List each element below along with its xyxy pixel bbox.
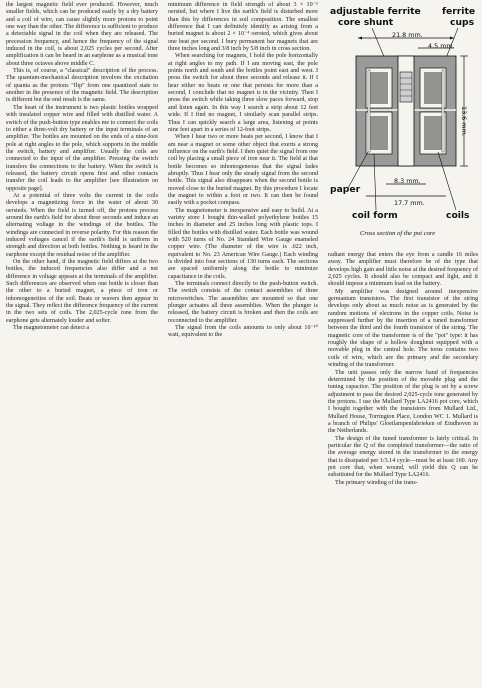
paragraph: My amplifier was designed around inexpensive germanium transistors. The first transistor of the string develops only about as much noise as is generated by the random motions of electrons in the copper coils. Noise is suppressed further by the insertion of a tuned transformer between the third and the fourth transistor of the string. The magnetic core of the transformer is of the "pot" type: it has roughly the shape of a hollow doughnut equipped with a movable plug in the central hole. The torus contains two coils of wire, which are the primary and the secondary winding of the transformer. (328, 288, 478, 369)
paragraph: the largest magnetic field ever produced. However, much smaller fields, which can be produced easily by a dry battery and a coil of wire, can cause slightly more protons to point one way than the other. The difference is sufficient to produce a detectable signal in the coil when they are released. The precession frequency, and hence the frequency of the signal induced in the coil, is about 2,025 cycles per second. After amplification it can be heard in an earphone as a musical tone about three octaves above middle C. (6, 2, 158, 67)
label-cups: cups (450, 17, 475, 28)
paragraph: The heart of the instrument is two plastic bottles wrapped with insulated copper wire and filled with distilled water. A switch of the push-button type enables me to connect the coils to either a three-volt dry battery or the input terminals of an amplifier. The bottles are mounted on the ends of a nine-foot pole at right angles to the pole, which supports in the middle the switch, battery and amplifier. Usually the coils are connected to the input of the amplifier. Pressing the switch transfers the connections to the battery. When the switch is released, the battery circuit opens first and other contacts transfer the coil leads to the amplifier [see illustration on opposite page]. (6, 104, 158, 192)
paragraph: The unit passes only the narrow band of frequencies determined by the position of the movable plug and the tuning capacitor. The position of the plug is set by a screw adjustment to pass the desired 2,025-cycle tone generated by the protons. I use the Mullard Type LA2416 pot core, which I bought together with the transistors from Mullard Ltd., Mullard House, Torrington Place, London WC 1. Mullard is a branch of Philips' Gloeilampenfabrieken of Eindhoven in the Netherlands. (328, 369, 478, 435)
paragraph: The signal from the coils amounts to only about 10⁻¹⁰ watt, equivalent to the (168, 325, 318, 339)
dimension-inner: 4.5 mm. (428, 42, 455, 50)
paragraph: radiant energy that enters the eye from a candle 16 miles away. The amplifier must therefore be of the type that develops high gain and little noise at the desired frequency of 2,025 cycles. It should also be compact and light, and it should impose a minimum load on the battery. (328, 252, 478, 288)
paragraph: The magnetometer is inexpensive and easy to build. At a variety store I bought thin-walled polyethylene bottles 15 inches in diameter and 25 inches long with plastic tops. I filled the bottles with distilled water. Each bottle was wound with 520 turns of No. 24 Standard Wire Gauge enameled copper wire. (The diameter of the wire is .022 inch, equivalent to No. 23 American Wire Gauge.) Each winding is divided into four sections of 130 turns each. The sections are spaced uniformly along the bottle to minimize capacitance in the coils. (168, 207, 318, 280)
label-adjustable-ferrite-core-shunt: adjustable ferrite (330, 6, 421, 17)
text-column-left (6, 2, 158, 332)
label-paper: paper (330, 184, 361, 195)
paragraph: The magnetometer can detect a (13, 325, 90, 332)
text-column-right (328, 252, 478, 487)
dimension-gap: 8.3 mm. (394, 177, 421, 185)
dimension-outer-diameter: 21.8 mm. (392, 31, 423, 39)
figure-caption: Cross section of the pot core (360, 230, 436, 237)
text-column-middle (168, 2, 318, 340)
paragraph: When I hear two or more beats per second, I know that I am near a magnet or some other object that exerts a strong influence on the earth's field. I then quiet the signal from one coil by placing a small piece of iron near it. The field at that bottle becomes so inhomogeneous that the signal fades abruptly. Thus I hear only the steady signal from the second bottle. This signal also disappears when the second bottle is moved close to the buried magnet. By this procedure I locate the magnet to within a foot or two. It can then be found easily with a pocket compass. (168, 134, 318, 207)
pot-core-figure (328, 2, 480, 248)
paragraph: minimum difference in field strength of about 3 × 10⁻⁵ oersted, but where I live the earth's field is disturbed more than this by differences in soil composition. The smallest difference that I can definitely identify as arising from a buried magnet is about 2 × 10⁻⁴ oersted, which gives about one beat per second. I bury permanent bar magnets that are three inches long and 3/8 inch by 5/8 inch in cross section. (168, 2, 318, 53)
label-coil-form: coil form (352, 210, 398, 221)
paragraph: This is, of course, a "classical" description of the process. The quantum-mechanical description involves the excitation of quanta as the protons "flip" from one quantized state to another in the presence of the magnetic field. The description is different but the end result is the same. (6, 68, 158, 104)
label-ferrite: ferrite (442, 6, 476, 17)
paragraph: When searching for magnets, I hold the pole horizontally at right angles to my path. If I am moving east, the pole points north and south and the bottles point east and west. I press the switch for about three seconds and release it. If I hear either no beats or one that persists for more than a second, I conclude that no magnet is in the vicinity. Then I press the switch while taking three slow paces forward, stop and listen again. In this way I search a strip about 12 feet wide. If I find no magnet, I similarly scan parallel strips. Thus I can quickly search a large area, listening at points nine feet apart in a series of 12-foot strips. (168, 53, 318, 133)
paragraph: The design of the tuned transformer is fairly critical. In particular the Q of the completed transformer—the ratio of the average energy stored in the transformer to the energy that is dissipated per 1/3.14 cycle—must be at least 160. Any pot core that, when wound, will yield this Q can be substituted for the Mullard Type LA2416. (328, 435, 478, 479)
dimension-coil-width: 17.7 mm. (394, 199, 425, 207)
paragraph: The terminals connect directly to the push-button switch. The switch consists of the contact assemblies of three microswitches. The assemblies are mounted so that one plunger actuates all three assemblies. When the plunger is released, the battery circuit is broken and then the coils are reconnected to the amplifier. (168, 281, 318, 324)
dimension-height: 13.6 mm. (460, 106, 468, 137)
paragraph: At a potential of three volts the current in the coils develops a magnetizing force in the water of about 30 oersteds. When the field is turned off, the protons precess around the earth's field for about three seconds and induce an alternating voltage in the windings of the bottles. The windings are connected in reverse polarity. For this reason the induced voltages cancel if the earth's field is uniform in strength and direction at both bottles. Nothing is heard in the earphone except the residual noise of the amplifier. (6, 192, 158, 258)
paragraph: On the other hand, if the magnetic field differs at the two bottles, the induced frequencies also differ and a net difference in voltage appears at the terminals of the amplifier. Such differences are observed when one bottle is closer than the other to a buried magnet, a piece of iron or inhomogeneities of the soil. Beats or wavers then appear in the signal. They reflect the difference frequency of the current in the two sets of coils. The 2,025-cycle tone from the earphone gets alternately louder and softer. (6, 259, 158, 324)
label-core-shunt: core shunt (338, 17, 394, 28)
paragraph: The primary winding of the trans- (335, 479, 418, 486)
label-coils: coils (446, 210, 470, 221)
